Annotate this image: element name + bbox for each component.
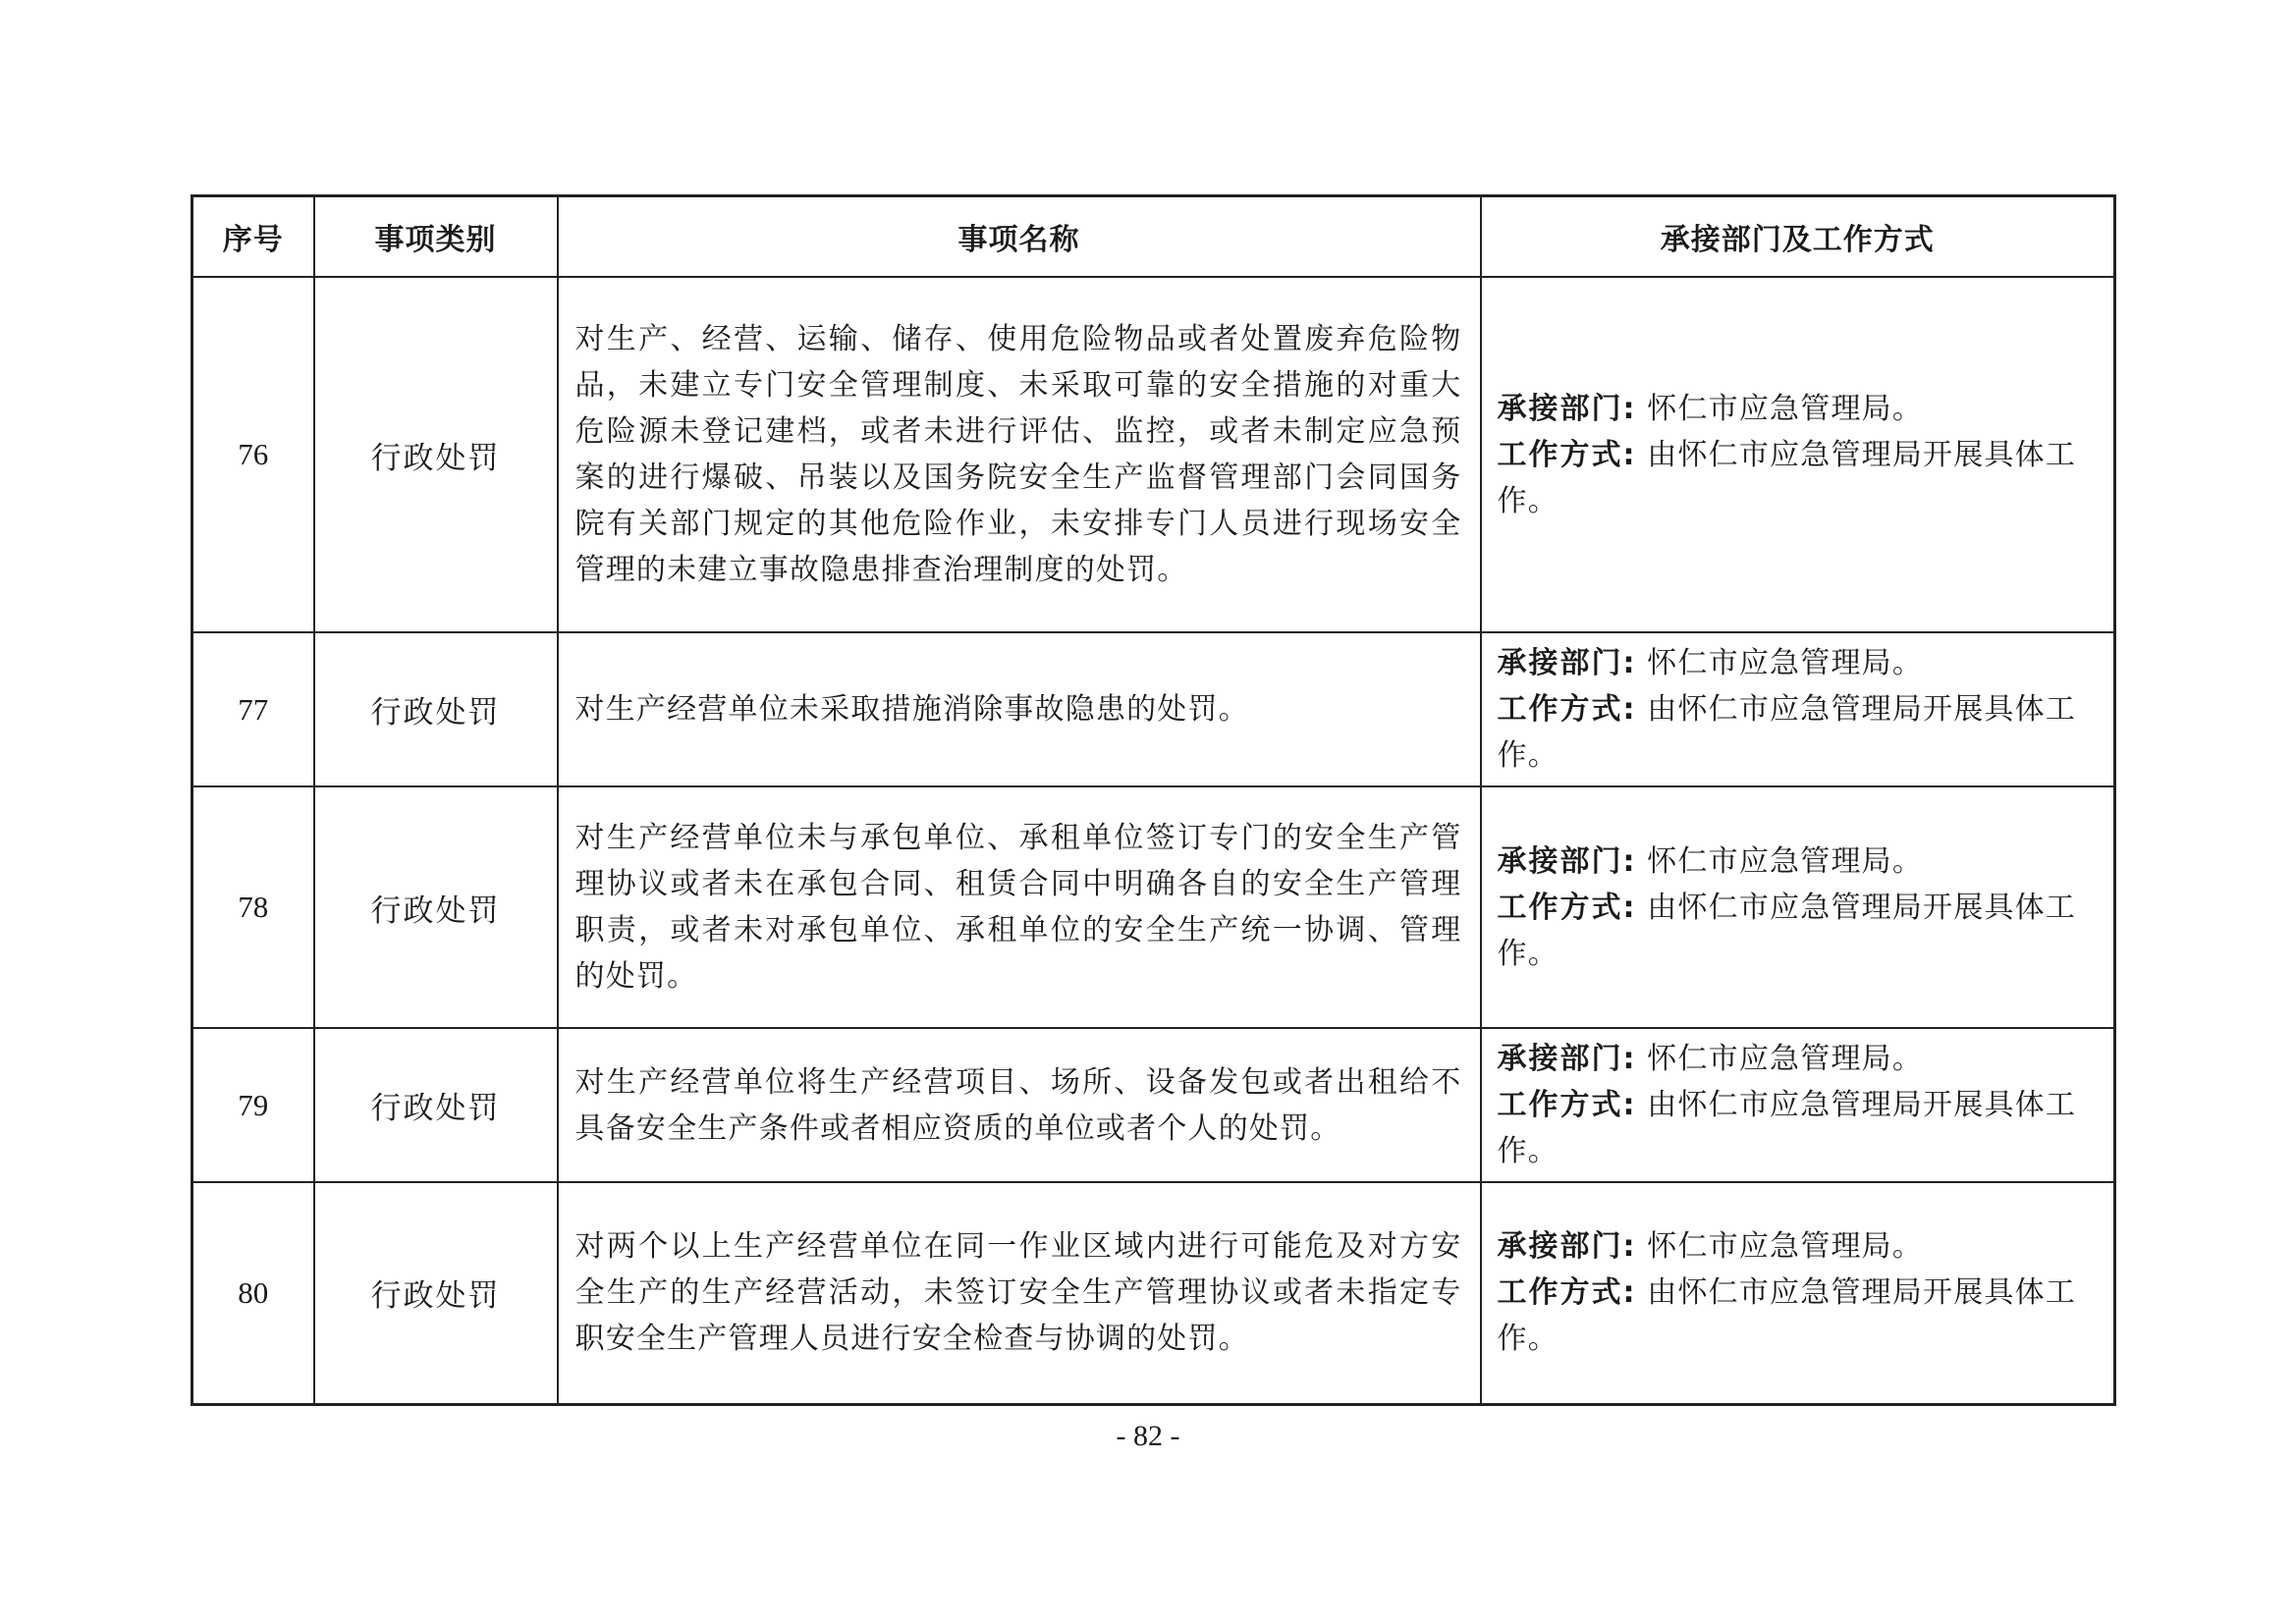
table-row [192, 786, 2115, 1028]
row-num: 76 [192, 277, 314, 632]
method-line [1498, 686, 2101, 779]
dept-value: 怀仁市应急管理局。 [1647, 391, 1924, 426]
dept-label: 承接部门: [1497, 843, 1637, 879]
items-table [191, 194, 2116, 1406]
method-value: 由怀仁市应急管理局开展具体工作。 [1497, 437, 2077, 518]
row-item-name: 对两个以上生产经营单位在同一作业区域内进行可能危及对方安全生产的生产经营活动，未签订安全生产管理协议或者未指定专职安全生产管理人员进行安全检查与协调的处罚。 [558, 1182, 1481, 1404]
dept-label: 承接部门: [1497, 1042, 1637, 1076]
method-line [1498, 432, 2101, 524]
row-item-name: 对生产经营单位将生产经营项目、场所、设备发包或者出租给不具备安全生产条件或者相应资质的单位或者个人的处罚。 [558, 1028, 1481, 1182]
dept-line [1498, 1223, 2101, 1270]
method-line [1498, 1082, 2101, 1174]
method-value: 由怀仁市应急管理局开展具体工作。 [1497, 692, 2077, 773]
header-name: 事项名称 [558, 196, 1481, 278]
header-dept: 承接部门及工作方式 [1481, 196, 2115, 278]
method-label: 工作方式: [1497, 1088, 1637, 1122]
table-row [192, 632, 2115, 786]
table-row [192, 277, 2115, 632]
method-label: 工作方式: [1497, 890, 1637, 925]
row-item-name: 对生产经营单位未与承包单位、承租单位签订专门的安全生产管理协议或者未在承包合同、租赁合同中明确各自的安全生产管理职责，或者未对承包单位、承租单位的安全生产统一协调、管理的处罚。 [558, 786, 1481, 1028]
dept-label: 承接部门: [1497, 391, 1637, 426]
row-dept-cell [1481, 786, 2115, 1028]
page-number: - 82 - [1116, 1420, 1180, 1452]
dept-line [1498, 386, 2101, 432]
dept-label: 承接部门: [1497, 1229, 1637, 1265]
method-label: 工作方式: [1497, 1275, 1637, 1311]
dept-value: 怀仁市应急管理局。 [1647, 1042, 1924, 1076]
method-label: 工作方式: [1497, 692, 1637, 727]
method-value: 由怀仁市应急管理局开展具体工作。 [1497, 1275, 2077, 1357]
method-line [1498, 1270, 2101, 1362]
dept-line [1498, 839, 2101, 885]
dept-value: 怀仁市应急管理局。 [1647, 843, 1924, 879]
method-label: 工作方式: [1497, 437, 1637, 472]
row-item-name: 对生产经营单位未采取措施消除事故隐患的处罚。 [558, 632, 1481, 786]
dept-value: 怀仁市应急管理局。 [1647, 646, 1924, 680]
row-category: 行政处罚 [314, 1182, 558, 1404]
dept-value: 怀仁市应急管理局。 [1647, 1229, 1924, 1265]
row-num: 77 [192, 632, 314, 786]
row-item-name: 对生产、经营、运输、储存、使用危险物品或者处置废弃危险物品，未建立专门安全管理制度、未采取可靠的安全措施的对重大危险源未登记建档，或者未进行评估、监控，或者未制定应急预案的进行爆破、吊装以及国务院安全生产监督管理部门会同国务院有关部门规定的其他危险作业，未安排专门人员进行现场安全管理的未建立事故隐患排查治理制度的处罚。 [558, 277, 1481, 632]
row-dept-cell [1481, 632, 2115, 786]
table-row [192, 1182, 2115, 1404]
row-category: 行政处罚 [314, 277, 558, 632]
row-dept-cell [1481, 1028, 2115, 1182]
table-header-row [192, 196, 2115, 278]
row-num: 79 [192, 1028, 314, 1182]
dept-line [1498, 1036, 2101, 1082]
method-value: 由怀仁市应急管理局开展具体工作。 [1497, 890, 2077, 971]
dept-label: 承接部门: [1497, 646, 1637, 680]
header-num: 序号 [192, 196, 314, 278]
table-row [192, 1028, 2115, 1182]
method-line [1498, 885, 2101, 977]
row-category: 行政处罚 [314, 786, 558, 1028]
row-category: 行政处罚 [314, 632, 558, 786]
row-dept-cell [1481, 1182, 2115, 1404]
row-category: 行政处罚 [314, 1028, 558, 1182]
row-num: 80 [192, 1182, 314, 1404]
method-value: 由怀仁市应急管理局开展具体工作。 [1497, 1088, 2077, 1168]
dept-line [1498, 640, 2101, 686]
header-category: 事项类别 [314, 196, 558, 278]
row-num: 78 [192, 786, 314, 1028]
row-dept-cell [1481, 277, 2115, 632]
